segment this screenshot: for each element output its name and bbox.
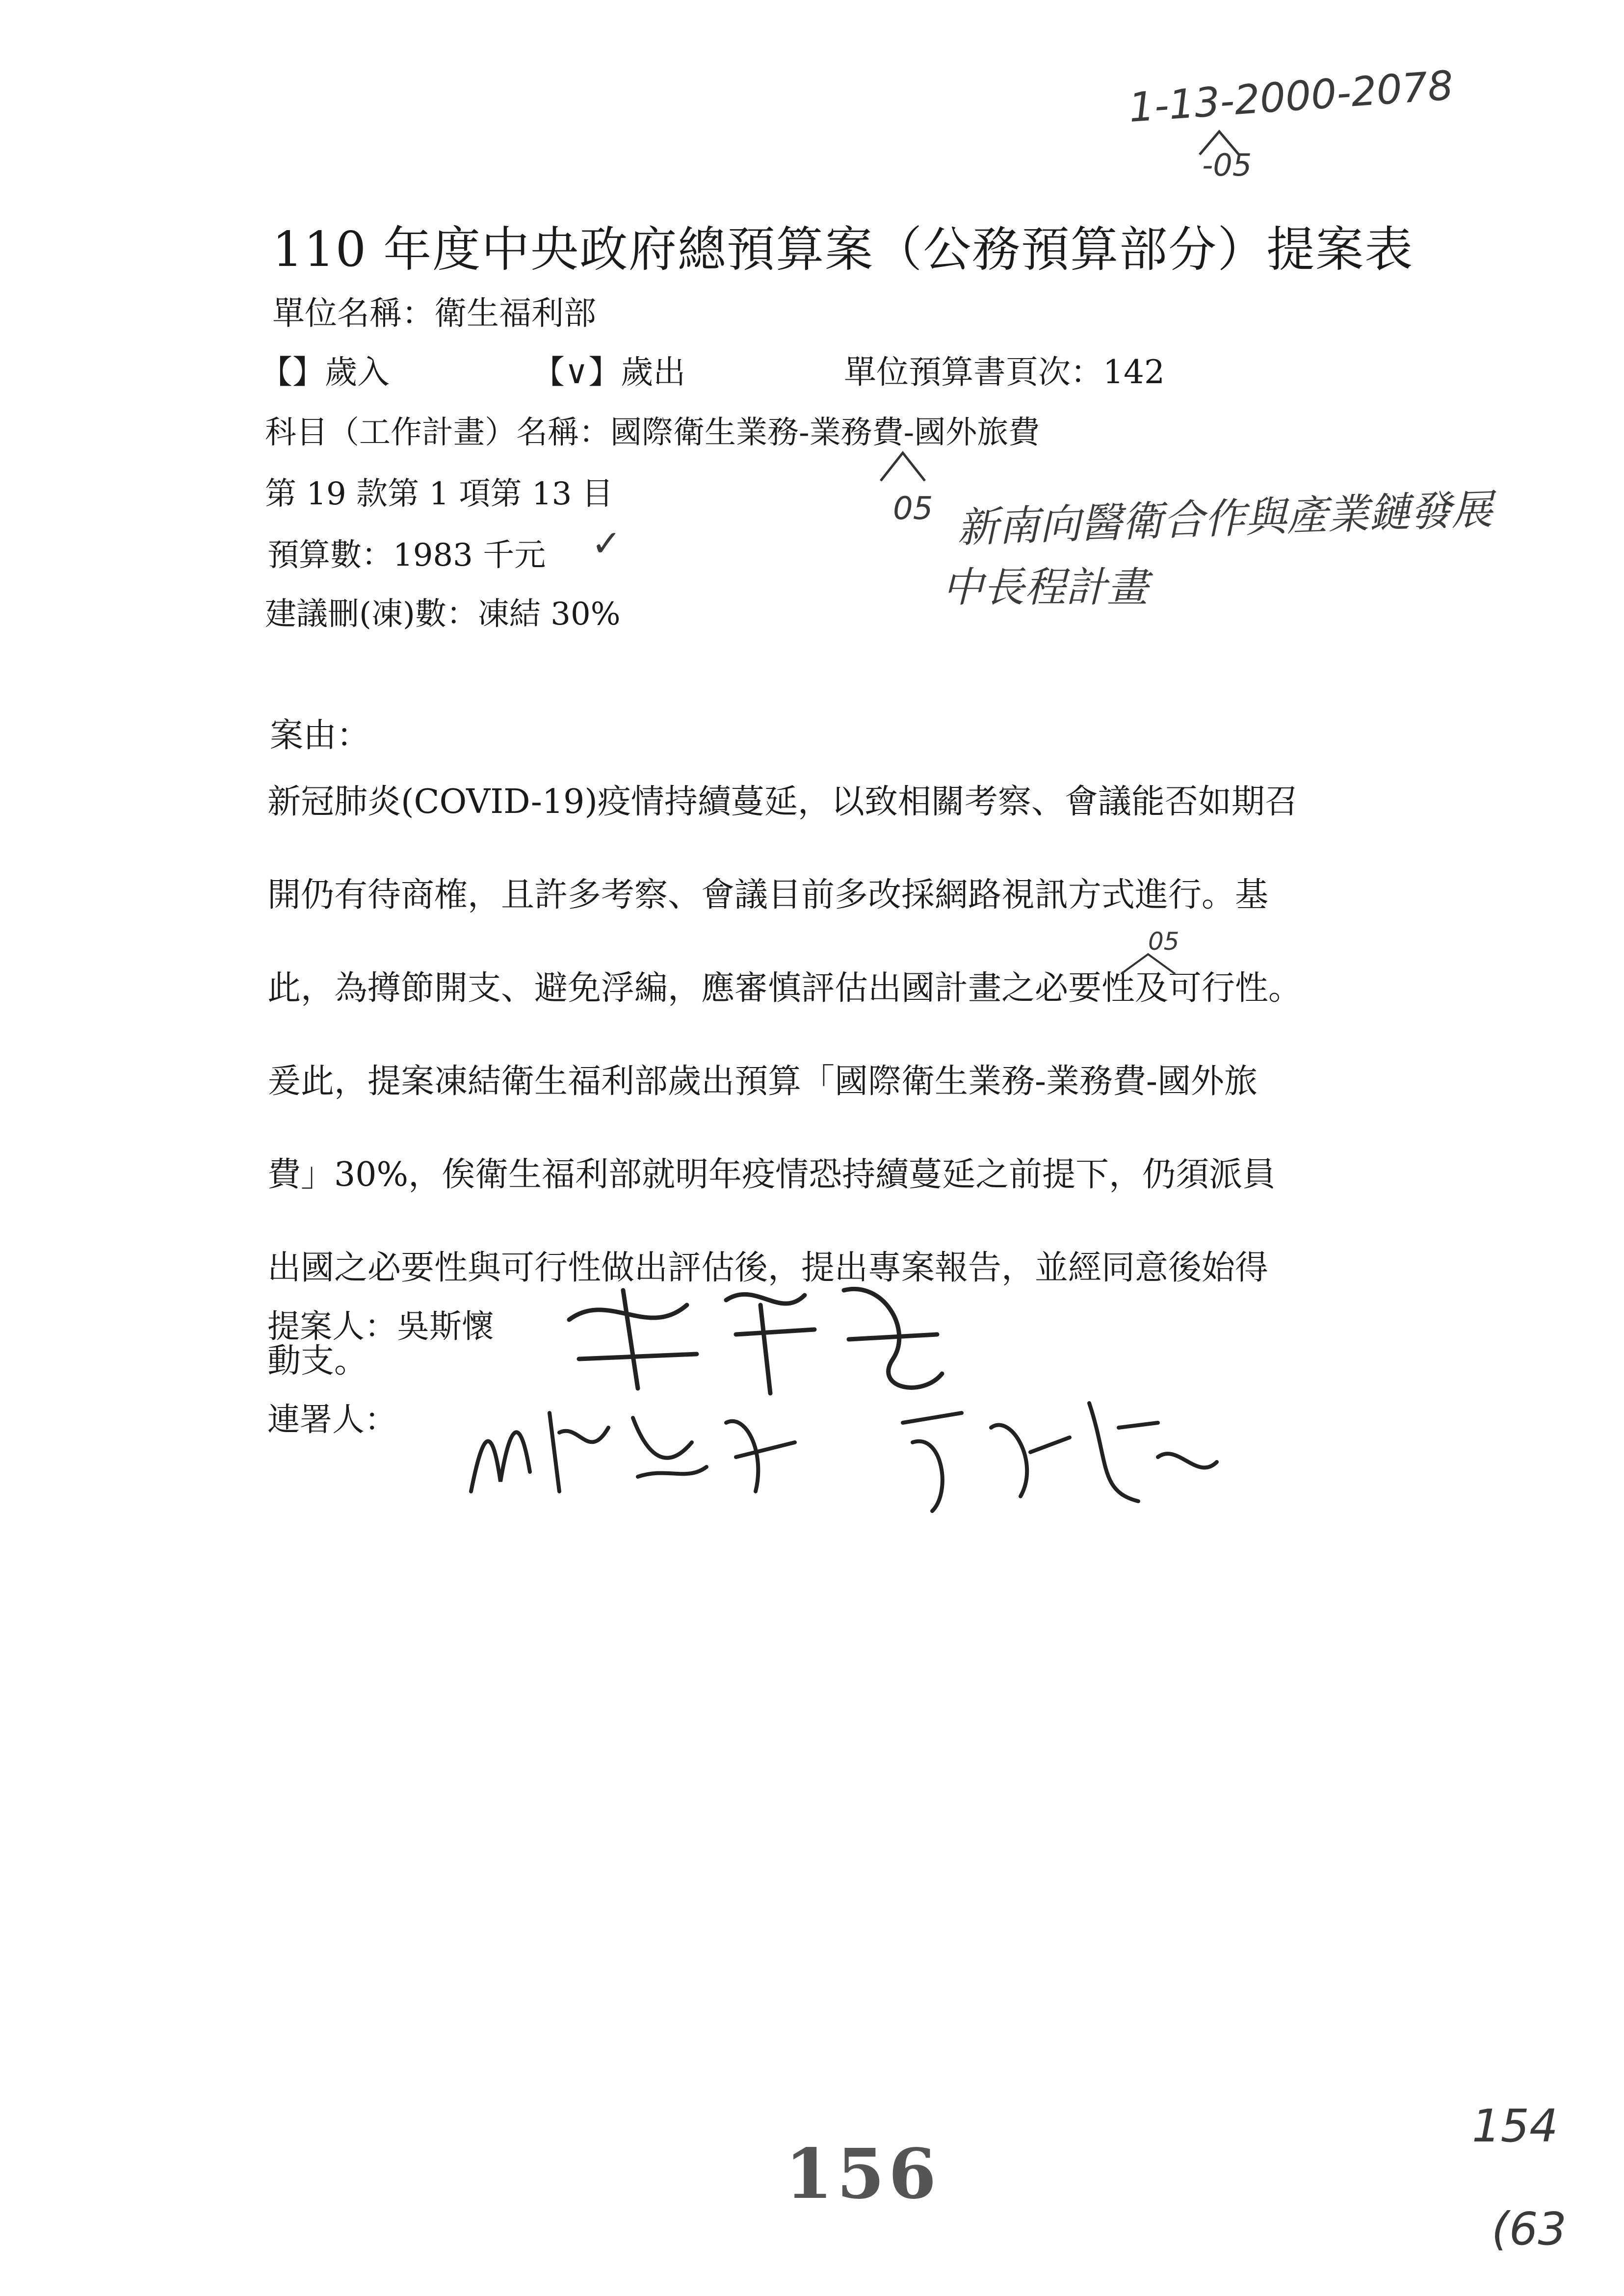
subject-name: 科目（工作計畫）名稱：國際衛生業務-業務費-國外旅費 <box>265 415 1040 451</box>
proposed-cut-freeze: 建議刪(凍)數：凍結 30% <box>265 596 621 632</box>
reason-line: 新冠肺炎(COVID-19)疫情持續蔓延，以致相關考察、會議能否如期召 <box>267 783 1298 821</box>
check-mark-icon: ✓ <box>591 522 622 565</box>
reason-line: 此，為撙節開支、避免浮編，應審慎評估出國計畫之必要性及可行性。 <box>267 969 1302 1008</box>
cosigner-signature-1 <box>461 1383 814 1511</box>
reason-line: 開仍有待商榷，且許多考察、會議目前多改採網路視訊方式進行。基 <box>267 876 1269 914</box>
revenue-checkbox-label: 【】歲入 <box>260 353 390 391</box>
reason-line: 動支。 <box>267 1342 368 1381</box>
reason-label: 案由： <box>270 716 370 755</box>
handwritten-corner-number-2: (63 <box>1492 2203 1567 2255</box>
reason-line: 出國之必要性與可行性做出評估後，提出專案報告，並經同意後始得 <box>267 1249 1269 1287</box>
handwritten-insert-mark: 05 <box>893 491 933 527</box>
cosigner-signature-2 <box>883 1383 1227 1531</box>
caret-mark-icon <box>1197 128 1241 157</box>
handwritten-top-code-sub: -05 <box>1202 147 1252 183</box>
body-caret-icon <box>1119 952 1178 976</box>
page-number: 156 <box>785 2134 941 2215</box>
handwritten-corner-number-1: 154 <box>1472 2100 1558 2152</box>
expense-checkbox-label: 【∨】歲出 <box>532 353 686 391</box>
handwritten-insert-note-2: 中長程計畫 <box>942 563 1149 611</box>
cosigner-label: 連署人： <box>267 1401 397 1438</box>
insert-caret-icon <box>878 449 927 483</box>
reason-line: 爰此，提案凍結衛生福利部歲出預算「國際衛生業務-業務費-國外旅 <box>267 1062 1257 1101</box>
item-reference: 第 19 款第 1 項第 13 目 <box>265 476 613 512</box>
handwritten-body-insert: 05 <box>1148 927 1179 956</box>
handwritten-insert-note: 新南向醫衛合作與產業鏈發展 <box>956 485 1493 552</box>
budget-amount: 預算數：1983 千元 <box>267 537 546 574</box>
document-title: 110 年度中央政府總預算案（公務預算部分）提案表 <box>272 222 1414 278</box>
budget-page-ref: 單位預算書頁次：142 <box>844 353 1165 391</box>
unit-name: 單位名稱：衛生福利部 <box>272 294 596 332</box>
handwritten-top-code: 1-13-2000-2078 <box>1127 62 1455 131</box>
proposer-label: 提案人：吳斯懷 <box>267 1307 494 1345</box>
reason-line: 費」30%，俟衛生福利部就明年疫情恐持續蔓延之前提下，仍須派員 <box>267 1155 1276 1194</box>
